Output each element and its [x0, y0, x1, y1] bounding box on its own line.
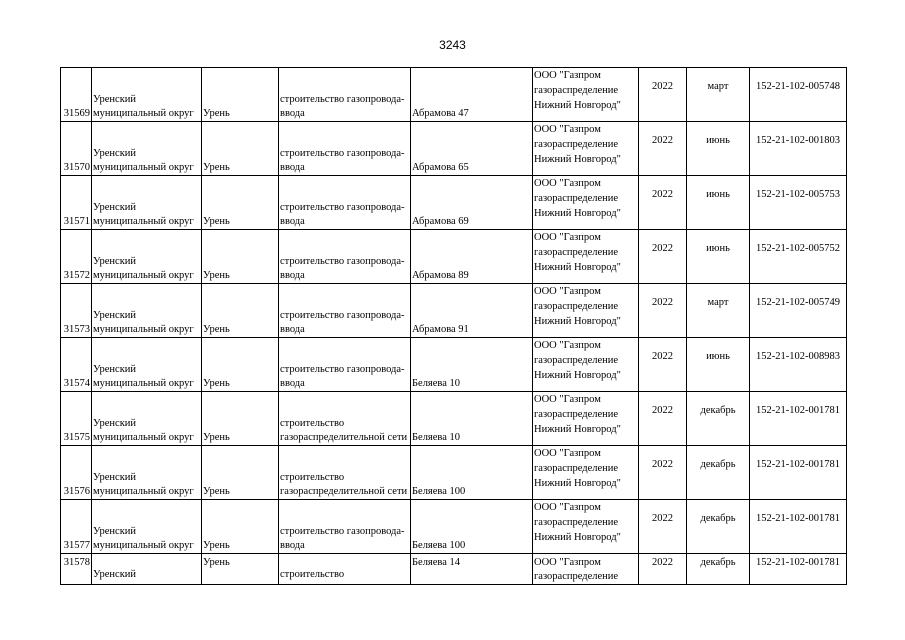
organization-cell: ООО "Газпром газораспределение Нижний Новгород": [533, 392, 639, 446]
address-cell: Беляева 100: [411, 500, 533, 554]
year-cell: 2022: [639, 176, 687, 230]
object-code-cell: 152-21-102-001781: [750, 554, 847, 585]
settlement-cell: Урень: [202, 446, 279, 500]
work-type-cell: строительство газопровода- ввода: [279, 284, 411, 338]
object-code-cell: 152-21-102-005749: [750, 284, 847, 338]
year-cell: 2022: [639, 554, 687, 585]
month-cell: март: [687, 284, 750, 338]
district-cell: Уренский муниципальный округ: [92, 122, 202, 176]
month-cell: июнь: [687, 122, 750, 176]
year-cell: 2022: [639, 392, 687, 446]
table-row: [61, 68, 847, 122]
row-number: 31576: [61, 446, 92, 500]
work-type-cell: строительство газопровода- ввода: [279, 68, 411, 122]
table-body: [61, 68, 847, 585]
work-type-cell: строительство газораспределительной сети: [279, 392, 411, 446]
month-cell: декабрь: [687, 446, 750, 500]
row-number: 31577: [61, 500, 92, 554]
table-row: [61, 338, 847, 392]
row-number: 31570: [61, 122, 92, 176]
page-number: 3243: [439, 38, 466, 52]
year-cell: 2022: [639, 284, 687, 338]
district-cell: Уренский муниципальный округ: [92, 176, 202, 230]
organization-cell: ООО "Газпром газораспределение Нижний Новгород": [533, 500, 639, 554]
settlement-cell: Урень: [202, 176, 279, 230]
district-cell: Уренский муниципальный округ: [92, 392, 202, 446]
object-code-cell: 152-21-102-005752: [750, 230, 847, 284]
organization-cell: ООО "Газпром газораспределение Нижний Новгород": [533, 446, 639, 500]
month-cell: март: [687, 68, 750, 122]
organization-cell: ООО "Газпром газораспределение Нижний Новгород": [533, 68, 639, 122]
district-cell: Уренский муниципальный округ: [92, 284, 202, 338]
object-code-cell: 152-21-102-005753: [750, 176, 847, 230]
district-cell: Уренский муниципальный округ: [92, 338, 202, 392]
object-code-cell: 152-21-102-008983: [750, 338, 847, 392]
table-row: [61, 176, 847, 230]
year-cell: 2022: [639, 230, 687, 284]
organization-cell: ООО "Газпром газораспределение: [533, 554, 639, 585]
work-type-cell: строительство газопровода- ввода: [279, 122, 411, 176]
table-row: [61, 446, 847, 500]
district-cell: Уренский муниципальный округ: [92, 446, 202, 500]
year-cell: 2022: [639, 338, 687, 392]
work-type-cell: строительство газораспределительной сети: [279, 446, 411, 500]
settlement-cell: Урень: [202, 122, 279, 176]
settlement-cell: Урень: [202, 230, 279, 284]
object-code-cell: 152-21-102-005748: [750, 68, 847, 122]
organization-cell: ООО "Газпром газораспределение Нижний Новгород": [533, 338, 639, 392]
row-number: 31572: [61, 230, 92, 284]
work-type-cell: строительство газопровода- ввода: [279, 176, 411, 230]
year-cell: 2022: [639, 446, 687, 500]
month-cell: декабрь: [687, 554, 750, 585]
organization-cell: ООО "Газпром газораспределение Нижний Новгород": [533, 230, 639, 284]
settlement-cell: Урень: [202, 554, 279, 585]
row-number: 31569: [61, 68, 92, 122]
organization-cell: ООО "Газпром газораспределение Нижний Новгород": [533, 122, 639, 176]
year-cell: 2022: [639, 68, 687, 122]
table-row: [61, 122, 847, 176]
year-cell: 2022: [639, 122, 687, 176]
row-number: 31575: [61, 392, 92, 446]
address-cell: Абрамова 89: [411, 230, 533, 284]
work-type-cell: строительство газопровода- ввода: [279, 338, 411, 392]
table-row: [61, 230, 847, 284]
district-cell: Уренский: [92, 554, 202, 585]
month-cell: июнь: [687, 230, 750, 284]
object-code-cell: 152-21-102-001803: [750, 122, 847, 176]
settlement-cell: Урень: [202, 284, 279, 338]
month-cell: июнь: [687, 176, 750, 230]
month-cell: июнь: [687, 338, 750, 392]
district-cell: Уренский муниципальный округ: [92, 68, 202, 122]
address-cell: Абрамова 91: [411, 284, 533, 338]
address-cell: Беляева 10: [411, 338, 533, 392]
settlement-cell: Урень: [202, 338, 279, 392]
table-row: [61, 500, 847, 554]
gasification-table: [60, 67, 847, 585]
month-cell: декабрь: [687, 392, 750, 446]
settlement-cell: Урень: [202, 68, 279, 122]
organization-cell: ООО "Газпром газораспределение Нижний Новгород": [533, 176, 639, 230]
row-number: 31578: [61, 554, 92, 585]
address-cell: Абрамова 47: [411, 68, 533, 122]
row-number: 31571: [61, 176, 92, 230]
work-type-cell: строительство газопровода- ввода: [279, 230, 411, 284]
row-number: 31573: [61, 284, 92, 338]
table-row: [61, 392, 847, 446]
work-type-cell: строительство: [279, 554, 411, 585]
object-code-cell: 152-21-102-001781: [750, 392, 847, 446]
object-code-cell: 152-21-102-001781: [750, 446, 847, 500]
year-cell: 2022: [639, 500, 687, 554]
district-cell: Уренский муниципальный округ: [92, 500, 202, 554]
address-cell: Абрамова 69: [411, 176, 533, 230]
district-cell: Уренский муниципальный округ: [92, 230, 202, 284]
month-cell: декабрь: [687, 500, 750, 554]
object-code-cell: 152-21-102-001781: [750, 500, 847, 554]
work-type-cell: строительство газопровода- ввода: [279, 500, 411, 554]
address-cell: Беляева 100: [411, 446, 533, 500]
row-number: 31574: [61, 338, 92, 392]
table-row: [61, 284, 847, 338]
address-cell: Беляева 10: [411, 392, 533, 446]
table-row-partial: [61, 554, 847, 585]
address-cell: Абрамова 65: [411, 122, 533, 176]
settlement-cell: Урень: [202, 500, 279, 554]
address-cell: Беляева 14: [411, 554, 533, 585]
organization-cell: ООО "Газпром газораспределение Нижний Новгород": [533, 284, 639, 338]
settlement-cell: Урень: [202, 392, 279, 446]
